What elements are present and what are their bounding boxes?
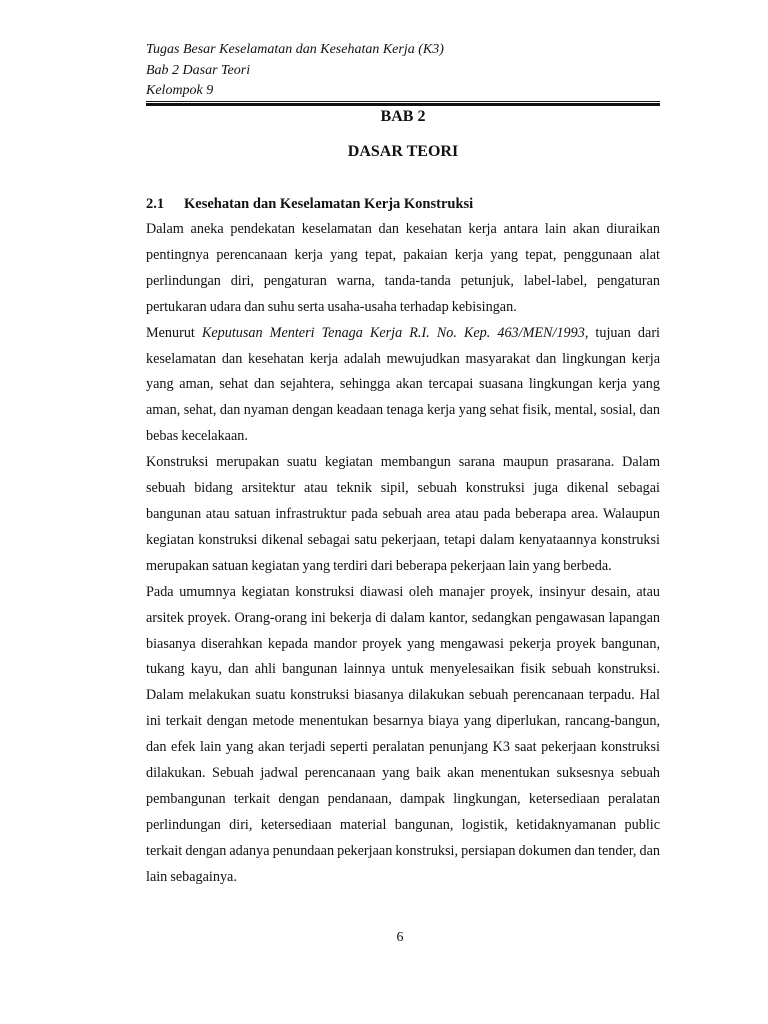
chapter-title: DASAR TEORI (347, 143, 459, 160)
paragraph-4: Pada umumnya kegiatan konstruksi diawasi oleh manajer proyek, insinyur desain, atau arsitek proyek. Orang-orang ini bekerja di dalam kantor, sedangkan pengawasan lapangan biasanya diserahkan kepada mandor proyek yang mengawasi pekerja proyek bangunan, tukang kayu, dan ahli bangunan lainnya untuk menyelesaikan fisik sebuah konstruksi. Dalam melakukan suatu konstruksi biasanya dilakukan sebuah perencanaan terpadu. Hal ini terkait dengan metode menentukan besarnya biaya yang diperlukan, rancang-bangun, dan efek lain yang akan terjadi seperti peralatan penunjang K3 saat pekerjaan konstruksi dilakukan. Sebuah jadwal perencanaan yang baik akan menentukan suksesnya sebuah pembangunan terkait dengan pendanaan, dampak lingkungan, ketersediaan peralatan perlindungan diri, ketersediaan material bangunan, logistik, ketidaknyamanan public terkait dengan adanya penundaan pekerjaan konstruksi, persiapan dokumen dan tender, dan lain sebagainya. (146, 583, 660, 885)
citation-decree: Keputusan Menteri Tenaga Kerja R.I. No. Kep. 463/MEN/1993 (201, 324, 585, 341)
paragraph-2 (146, 321, 660, 451)
page-number: 6 (396, 930, 404, 945)
paragraph-3: Konstruksi merupakan suatu kegiatan membangun sarana maupun prasarana. Dalam sebuah bidang arsitektur atau teknik sipil, sebuah konstruksi juga dikenal sebagai bangunan atau satuan infrastruktur pada sebuah area atau pada beberapa area. Walaupun kegiatan konstruksi dikenal sebagai satu pekerjaan, tetapi dalam kenyataannya konstruksi merupakan satuan kegiatan yang terdiri dari beberapa pekerjaan lain yang berbeda. (146, 454, 660, 574)
paragraph-1: Dalam aneka pendekatan keselamatan dan kesehatan kerja antara lain akan diuraikan pentingnya perencanaan kerja yang tepat, pakaian kerja yang tepat, penggunaan alat perlindungan diri, pengaturan warna, tanda-tanda petunjuk, label-label, pengaturan pertukaran udara dan suhu serta usaha-usaha terhadap kebisingan. (146, 221, 660, 315)
section-title: Kesehatan dan Keselamatan Kerja Konstruksi (184, 196, 474, 212)
chapter-heading (146, 107, 660, 162)
section-heading (146, 194, 660, 214)
running-header (146, 40, 660, 102)
paragraph-2-rest: , tujuan dari keselamatan dan kesehatan kerja adalah mewujudkan masyarakat dan lingkungan kerja yang aman, sehat dan sejahtera, sehingga akan tercapai suasana lingkungan kerja yang aman, sehat, dan nyaman dengan keadaan tenaga kerja yang sehat fisik, mental, sosial, dan bebas kecelakaan. (146, 324, 660, 445)
header-line-group: Kelompok 9 (146, 83, 214, 98)
header-divider (146, 101, 660, 106)
paragraph-2-lead: Menurut (146, 324, 202, 341)
header-line-chapter: Bab 2 Dasar Teori (146, 62, 251, 78)
section-number: 2.1 (146, 196, 165, 212)
chapter-number: BAB 2 (380, 108, 426, 125)
header-line-course: Tugas Besar Keselamatan dan Kesehatan Kerja (K3) (146, 42, 444, 57)
body-text (146, 217, 660, 891)
